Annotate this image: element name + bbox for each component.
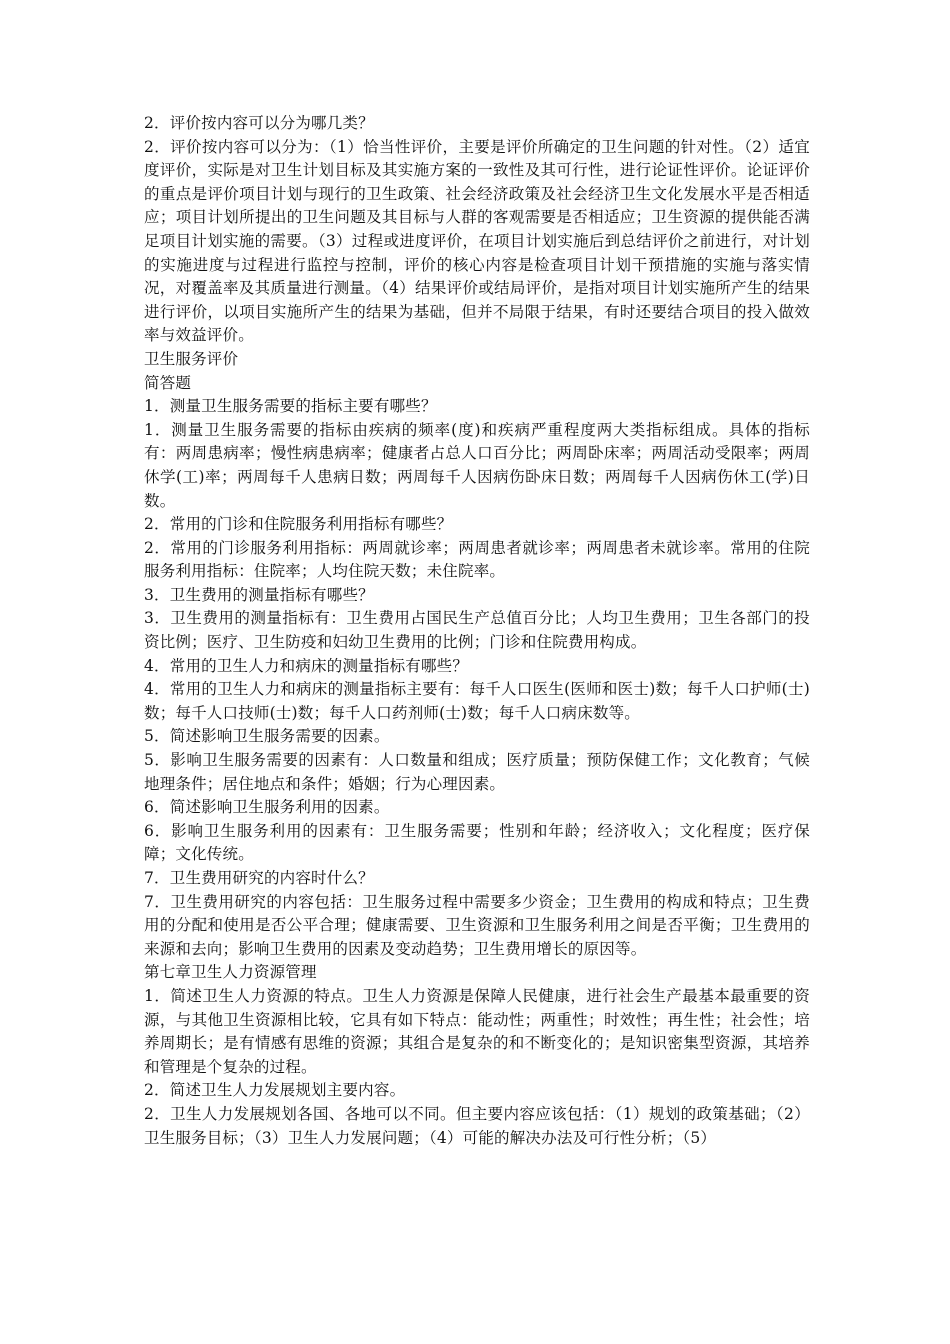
question-heading: 2．简述卫生人力发展规划主要内容。 xyxy=(144,1081,406,1100)
subsection-title: 简答题 xyxy=(144,373,192,392)
question-heading: 7．卫生费用研究的内容时什么？ xyxy=(144,869,374,887)
answer-paragraph: 2．卫生人力发展规划各国、各地可以不同。但主要内容应该包括：（1）规划的政策基础；（2）卫生服务目标；（3）卫生人力发展问题；（4）可能的解决办法及可行性分析；（5） xyxy=(144,1104,810,1147)
answer-paragraph: 6．影响卫生服务利用的因素有：卫生服务需要；性别和年龄；经济收入；文化程度；医疗保障；文化传统。 xyxy=(144,821,810,864)
question-heading: 4．常用的卫生人力和病床的测量指标有哪些？ xyxy=(144,656,469,675)
answer-paragraph: 4．常用的卫生人力和病床的测量指标主要有：每千人口医生(医师和医士)数；每千人口护师(士)数；每千人口技师(士)数；每千人口药剂师(士)数；每千人口病床数等。 xyxy=(144,680,810,722)
answer-paragraph: 7．卫生费用研究的内容包括：卫生服务过程中需要多少资金；卫生费用的构成和特点；卫生费用的分配和使用是否公平合理；健康需要、卫生资源和卫生服务利用之间是否平衡；卫生费用的来源和去向；影响卫生费用的因素及变动趋势；卫生费用增长的原因等。 xyxy=(144,892,810,958)
question-heading: 2．评价按内容可以分为哪几类？ xyxy=(144,114,374,132)
answer-paragraph: 5．影响卫生服务需要的因素有：人口数量和组成；医疗质量；预防保健工作；文化教育；气候地理条件；居住地点和条件；婚姻；行为心理因素。 xyxy=(144,751,810,793)
question-heading: 5．简述影响卫生服务需要的因素。 xyxy=(144,727,390,746)
question-heading: 2．常用的门诊和住院服务利用指标有哪些？ xyxy=(144,515,453,534)
answer-paragraph: 1．简述卫生人力资源的特点。卫生人力资源是保障人民健康，进行社会生产最基本最重要的资源，与其他卫生资源相比较，它具有如下特点：能动性；两重性；时效性；再生性；社会性；培养周期长；是有情感有思维的资源；其组合是复杂的和不断变化的；是知识密集型资源，其培养和管理是个复杂的过程。 xyxy=(144,986,810,1076)
question-heading: 6．简述影响卫生服务利用的因素。 xyxy=(144,798,390,817)
answer-paragraph: 2．评价按内容可以分为：（1）恰当性评价，主要是评价所确定的卫生问题的针对性。（2）适宜度评价，实际是对卫生计划目标及其实施方案的一致性及其可行性，进行论证性评价。论证评价的重点是评价项目计划与现行的卫生政策、社会经济政策及社会经济卫生文化发展水平是否相适应；项目计划所提出的卫生问题及其目标与人群的客观需要是否相适应；卫生资源的提供能否满足项目计划实施的需要。（3）过程或进度评价，在项目计划实施后到总结评价之前进行，对计划的实施进度与过程进行监控与控制，评价的核心内容是检查项目计划干预措施的实施与落实情况，对覆盖率及其质量进行测量。（4）结果评价或结局评价，是指对项目计划实施所产生的结果进行评价，以项目实施所产生的结果为基础，但并不局限于结果，有时还要结合项目的投入做效率与效益评价。 xyxy=(144,137,810,345)
question-heading: 3．卫生费用的测量指标有哪些？ xyxy=(144,585,374,604)
answer-paragraph: 2．常用的门诊服务利用指标：两周就诊率；两周患者就诊率；两周患者未就诊率。常用的住院服务利用指标：住院率；人均住院天数；未住院率。 xyxy=(144,538,810,581)
chapter-title: 第七章卫生人力资源管理 xyxy=(144,963,317,982)
question-heading: 1．测量卫生服务需要的指标主要有哪些？ xyxy=(144,397,437,416)
section-title: 卫生服务评价 xyxy=(144,349,239,368)
answer-paragraph: 1．测量卫生服务需要的指标由疾病的频率(度)和疾病严重程度两大类指标组成。具体的指标有：两周患病率；慢性病患病率；健康者占总人口百分比；两周卧床率；两周活动受限率；两周休学(工)率；两周每千人患病日数；两周每千人因病伤卧床日数；两周每千人因病伤休工(学)日数。 xyxy=(144,420,810,510)
answer-paragraph: 3．卫生费用的测量指标有：卫生费用占国民生产总值百分比；人均卫生费用；卫生各部门的投资比例；医疗、卫生防疫和妇幼卫生费用的比例；门诊和住院费用构成。 xyxy=(144,609,810,652)
document-page xyxy=(144,112,810,1150)
